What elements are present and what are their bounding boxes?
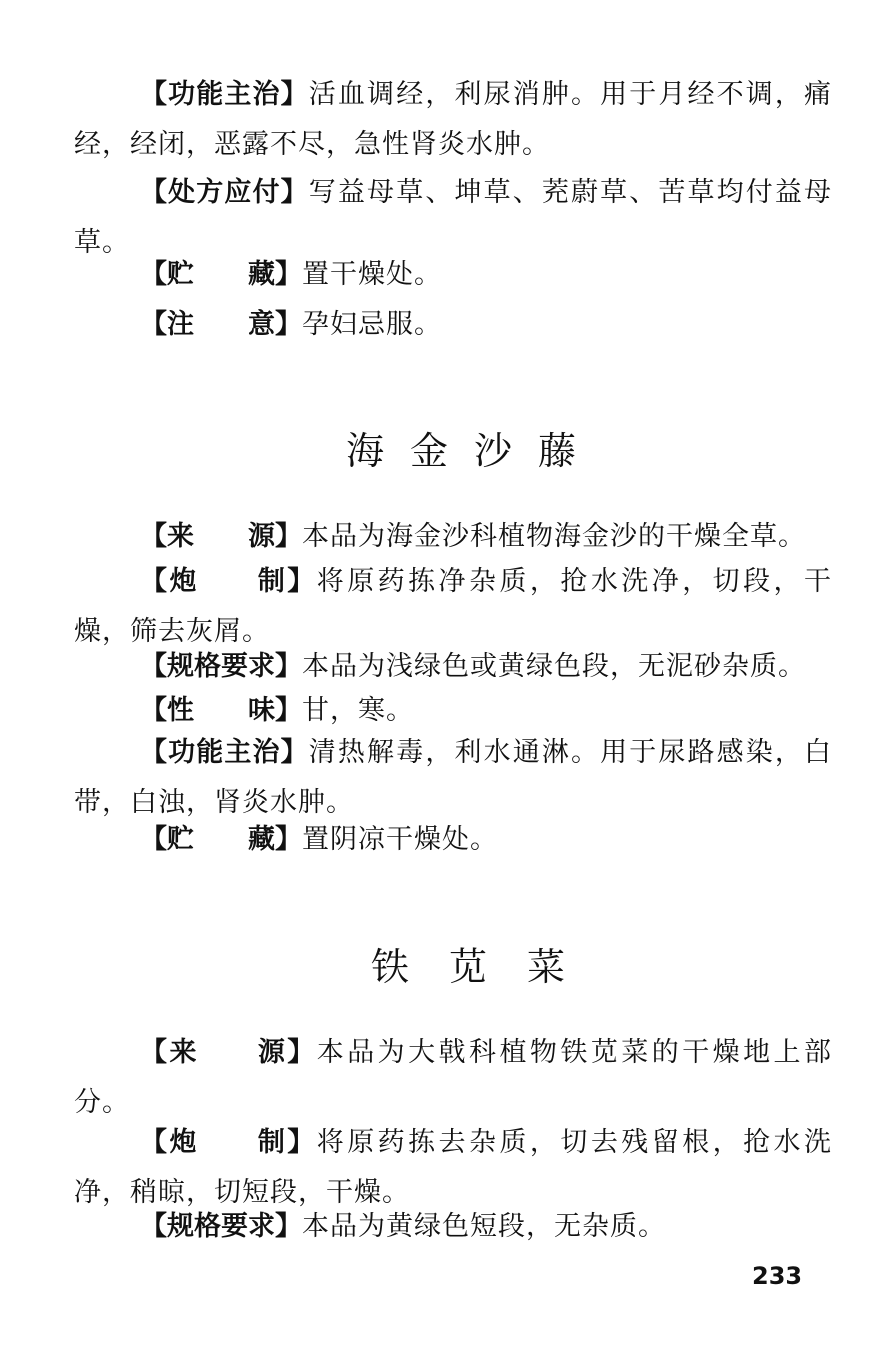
entry-caution [74, 300, 832, 350]
entry-text: 本品为大戟科植物铁苋菜的干燥地上部分。 [74, 1037, 833, 1118]
entry-label: 【炮 制】 [140, 1127, 317, 1158]
entry-label: 【来 源】 [140, 521, 302, 552]
entry-label: 【功能主治】 [140, 79, 309, 110]
entry-text: 甘，寒。 [302, 695, 414, 726]
entry-text: 本品为浅绿色或黄绿色段，无泥砂杂质。 [302, 651, 806, 682]
entry-label: 【规格要求】 [140, 651, 302, 682]
entry-text: 置阴凉干燥处。 [302, 824, 498, 855]
entry-text: 将原药拣去杂质，切去残留根，抢水洗净，稍晾，切短段，干燥。 [74, 1127, 833, 1208]
section-title-haijinshateng: 海金沙藤 [345, 429, 602, 473]
entry-text: 孕妇忌服。 [302, 309, 442, 340]
entry-label: 【规格要求】 [140, 1211, 302, 1242]
entry-label: 【来 源】 [140, 1037, 317, 1068]
entry-text: 活血调经，利尿消肿。用于月经不调，痛经，经闭，恶露不尽，急性肾炎水肿。 [74, 79, 833, 160]
entry-spec [74, 1202, 832, 1252]
entry-text: 清热解毒，利水通淋。用于尿路感染，白带，白浊，肾炎水肿。 [74, 737, 833, 818]
entry-label: 【性 味】 [140, 695, 302, 726]
entry-function-indication [74, 728, 832, 828]
entry-label: 【贮 藏】 [140, 824, 302, 855]
entry-label: 【注 意】 [140, 309, 302, 340]
entry-function-indication [74, 70, 832, 170]
entry-text: 本品为黄绿色短段，无杂质。 [302, 1211, 666, 1242]
entry-text: 置干燥处。 [302, 259, 442, 290]
entry-storage [74, 250, 832, 300]
entry-label: 【功能主治】 [140, 737, 309, 768]
entry-storage [74, 815, 832, 865]
entry-source [74, 512, 832, 562]
entry-text: 将原药拣净杂质，抢水洗净，切段，干燥，筛去灰屑。 [74, 566, 833, 647]
entry-label: 【炮 制】 [140, 566, 317, 597]
entry-source [74, 1028, 832, 1128]
section-title-tiexiancai: 铁苋菜 [370, 945, 605, 989]
entry-label: 【处方应付】 [140, 177, 309, 208]
entry-label: 【贮 藏】 [140, 259, 302, 290]
page-number: 233 [752, 1262, 803, 1290]
entry-text: 写益母草、坤草、茺蔚草、苦草均付益母草。 [74, 177, 833, 258]
entry-spec [74, 642, 832, 692]
entry-text: 本品为海金沙科植物海金沙的干燥全草。 [302, 521, 806, 552]
